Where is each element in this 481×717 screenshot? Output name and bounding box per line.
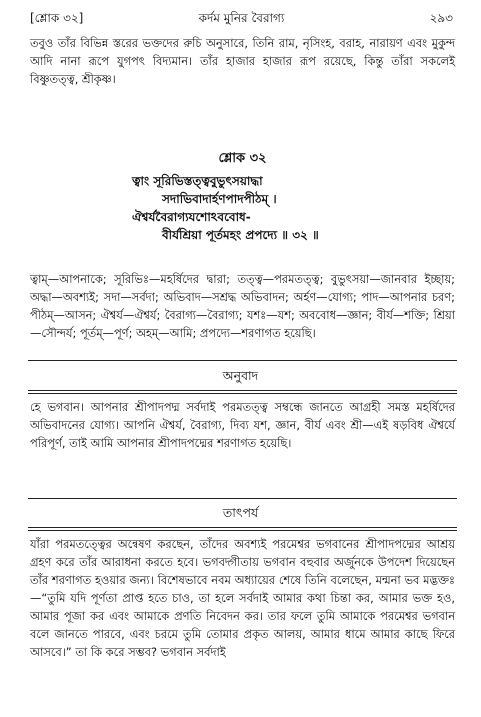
purport-text: যাঁরা পরমতত্ত্বের অন্বেষণ করছেন, তাঁদের অবশ্যই পরমেশ্বর ভগবানের শ্রীপাদপদ্মের আশ্রয় গ্রহণ করে তাঁর আরাধনা করতে হবে। ভগবদ্গীতায় ভগবান বহুবার অর্জুনকে উপদেশ দিয়েছেন তাঁর শরণাগত হওয়ার জন্য। বিশেষভাবে নবম অধ্যায়ের শেষে তিনি বলেছেন, মন্মনা ভব মদ্ভক্তঃ—“তুমি যদি পূর্ণতা প্রাপ্ত হতে চাও, তা হলে সর্বদাই আমার কথা চিন্তা কর, আমার ভক্ত হও, আমার পূজা কর এবং আমাকে প্রণতি নিবেদন কর। তার ফলে তুমি আমাকে পরমেশ্বর ভগবান বলে জানতে পারবে, এবং চরমে তুমি তোমার প্রকৃত আলয়, আমার ধামে আমার কাছে ফিরে আসবে।” তা কি করে সম্ভব? ভগবান সর্বদাই — [30, 537, 455, 659]
intro-paragraph — [30, 34, 455, 88]
intro-text: তবুও তাঁর বিভিন্ন স্তরের ভক্তদের রুচি অনুসারে, তিনি রাম, নৃসিংহ, বরাহ, নারায়ণ এবং মুকুন্দ আদি নানা রূপে যুগপৎ বিদ্যমান। তাঁর হাজার হাজার রূপ রয়েছে, কিন্তু তাঁরা সকলেই বিষ্ণুতত্ত্ব, শ্রীকৃষ্ণ। — [30, 36, 455, 86]
synonyms-paragraph — [30, 270, 455, 342]
translation-heading: অনুবাদ — [222, 368, 259, 383]
verse-line-2: সদাভিবাদার্হণপাদপীঠম্ । — [162, 192, 277, 206]
heading-underline — [28, 390, 457, 391]
translation-text: হে ভগবান। আপনার শ্রীপাদপদ্ম সর্বদাই পরমতত্ত্ব সম্বন্ধে জানতে আগ্রহী সমস্ত মহর্ষিদের অভিবাদনের যোগ্য। আপনি ঐশ্বর্য, বৈরাগ্য, দিব্য যশ, জ্ঞান, বীর্য এবং শ্রী—এই ষড়বিধ ঐশ্বর্যে পরিপূর্ণ, তাই আমি আপনার শ্রীপাদপদ্মের শরণাগত হয়েছি। — [30, 400, 455, 450]
verse-number: শ্লোক ৩২ — [218, 151, 267, 166]
page-number: ২৯৩ — [429, 11, 453, 25]
verse-line-3: ঐশ্বর্যবৈরাগ্যযশোঽববোধ- — [132, 210, 251, 224]
chapter-title: কর্দম মুনির বৈরাগ্য — [198, 11, 285, 25]
translation-paragraph — [30, 398, 455, 452]
section-divider — [28, 360, 457, 361]
synonyms-text: ত্বাম্—আপনাকে; সূরিভিঃ—মহর্ষিদের দ্বারা; তত্ত্ব—পরমতত্ত্ব; বুভুৎসয়া—জানবার ইচ্ছায়; অদ্ধা—অবশ্যই; সদা—সর্বদা; অভিবাদ—সশ্রদ্ধ অভিবাদন; অর্হণ—যোগ্য; পাদ—আপনার চরণ; পীঠম্—আসন; ঐশ্বর্য—ঐশ্বর্য; বৈরাগ্য—বৈরাগ্য; যশঃ—যশ; অববোধ—জ্ঞান; বীর্য—শক্তি; শ্রিয়া—সৌন্দর্য; পূর্তম্—পূর্ণ; অহম্—আমি; প্রপদ্যে—শরণাগত হয়েছি। — [30, 272, 455, 340]
verse-line-1: ত্বাং সূরিভিস্তত্ত্ববুভুৎসয়াদ্ধা — [132, 174, 263, 188]
sanskrit-verse — [30, 150, 455, 244]
verse-line-4: বীর্যশ্রিয়া পূর্তমহং প্রপদ্যে ॥ ৩২ ॥ — [162, 228, 319, 242]
page-header — [30, 10, 453, 30]
verse-reference: [শ্লোক ৩২] — [30, 11, 84, 25]
section-divider — [28, 498, 457, 499]
purport-paragraph — [30, 535, 455, 661]
purport-heading: তাৎপর্য — [222, 505, 259, 520]
heading-underline — [28, 527, 457, 528]
